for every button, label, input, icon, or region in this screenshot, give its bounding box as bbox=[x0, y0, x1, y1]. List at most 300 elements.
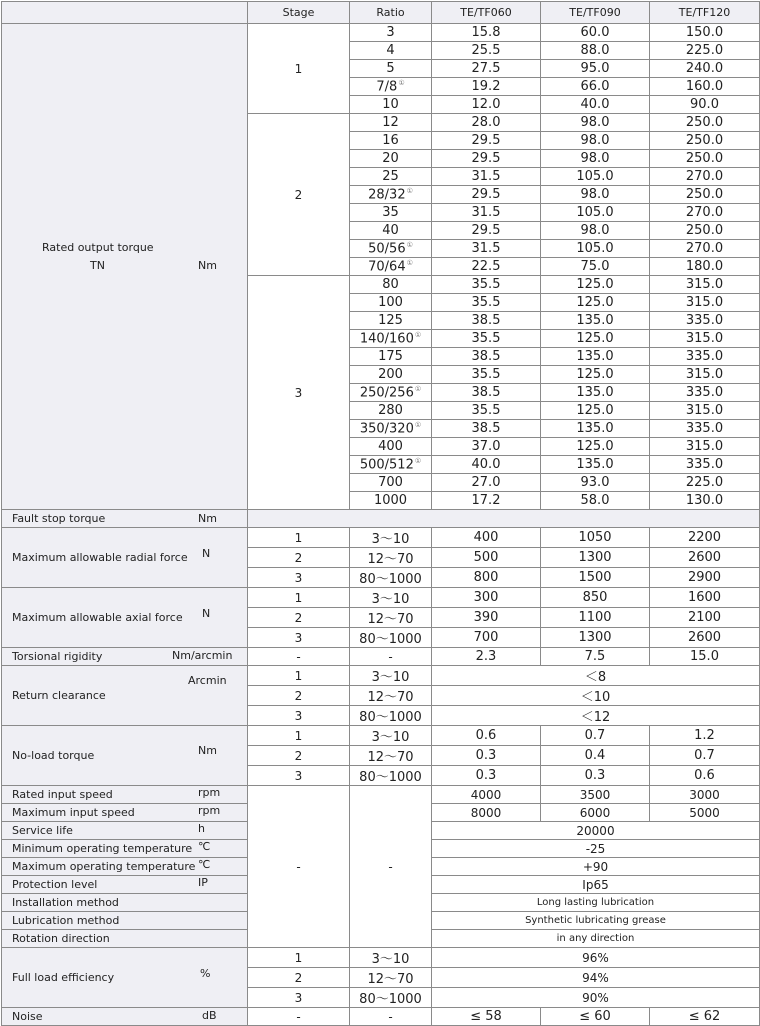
ratio-value: 200 bbox=[378, 367, 403, 382]
torque-row bbox=[2, 24, 760, 42]
torque-value: 125.0 bbox=[541, 438, 650, 456]
fault-row bbox=[2, 510, 760, 528]
fault-empty bbox=[248, 510, 760, 528]
torque-value: 315.0 bbox=[650, 276, 760, 294]
torque-value: 98.0 bbox=[541, 186, 650, 204]
torque-value: 22.5 bbox=[432, 258, 541, 276]
torque-value: 125.0 bbox=[541, 366, 650, 384]
axial-force-value: 850 bbox=[541, 588, 650, 608]
axial-force-value: 1300 bbox=[541, 628, 650, 648]
rated-speed-label-cell bbox=[2, 786, 248, 804]
efficiency-unit: % bbox=[200, 967, 211, 980]
axial-force-value: 1600 bbox=[650, 588, 760, 608]
ratio-cell: 80～1000 bbox=[350, 628, 432, 648]
ratio-cell: 12～70 bbox=[350, 968, 432, 988]
torque-value: 38.5 bbox=[432, 384, 541, 402]
torque-value: 19.2 bbox=[432, 78, 541, 96]
axial-force-value: 300 bbox=[432, 588, 541, 608]
radial-force-row bbox=[2, 528, 760, 548]
footnote-mark-icon: ① bbox=[406, 186, 413, 195]
ratio-cell bbox=[350, 186, 432, 204]
radial-force-label-cell bbox=[2, 528, 248, 588]
noload-row bbox=[2, 726, 760, 746]
axial-force-unit: N bbox=[202, 607, 211, 620]
ratio-cell bbox=[350, 60, 432, 78]
ratio-cell: 80～1000 bbox=[350, 766, 432, 786]
torsional-value: 2.3 bbox=[432, 648, 541, 666]
torque-value: 270.0 bbox=[650, 204, 760, 222]
min-temp-unit: ℃ bbox=[198, 840, 211, 853]
noload-value: 0.3 bbox=[541, 766, 650, 786]
torsional-unit: Nm/arcmin bbox=[172, 649, 233, 662]
noise-unit: dB bbox=[202, 1009, 217, 1022]
torque-value: 35.5 bbox=[432, 276, 541, 294]
stage-cell: - bbox=[248, 1008, 350, 1026]
spec-table bbox=[1, 1, 760, 1026]
torque-value: 95.0 bbox=[541, 60, 650, 78]
stage-cell: 3 bbox=[248, 568, 350, 588]
rated-speed-value: 3000 bbox=[650, 786, 760, 804]
ratio-value: 100 bbox=[378, 295, 403, 310]
clearance-value: ＜12 bbox=[432, 706, 760, 726]
min-temp-value: -25 bbox=[432, 840, 760, 858]
torque-value: 15.8 bbox=[432, 24, 541, 42]
max-temp-label-cell bbox=[2, 858, 248, 876]
header-blank bbox=[2, 2, 248, 24]
clearance-value: ＜10 bbox=[432, 686, 760, 706]
noise-value: ≤ 62 bbox=[650, 1008, 760, 1026]
torque-value: 335.0 bbox=[650, 384, 760, 402]
ratio-cell bbox=[350, 474, 432, 492]
ratio-value: 125 bbox=[378, 313, 403, 328]
life-unit: h bbox=[198, 822, 205, 835]
axial-force-value: 2100 bbox=[650, 608, 760, 628]
radial-force-value: 2900 bbox=[650, 568, 760, 588]
efficiency-row bbox=[2, 948, 760, 968]
max-speed-value: 8000 bbox=[432, 804, 541, 822]
ratio-cell bbox=[350, 24, 432, 42]
noise-row bbox=[2, 1008, 760, 1026]
torque-value: 29.5 bbox=[432, 132, 541, 150]
stage-cell: 3 bbox=[248, 988, 350, 1008]
torque-value: 315.0 bbox=[650, 402, 760, 420]
torque-value: 98.0 bbox=[541, 222, 650, 240]
torque-value: 250.0 bbox=[650, 132, 760, 150]
ratio-cell: 3～10 bbox=[350, 528, 432, 548]
footnote-mark-icon: ① bbox=[406, 240, 413, 249]
lube-value: Synthetic lubricating grease bbox=[432, 912, 760, 930]
install-value: Long lasting lubrication bbox=[432, 894, 760, 912]
max-speed-unit: rpm bbox=[198, 804, 221, 817]
ratio-value: 5 bbox=[386, 61, 395, 76]
stage-cell: 3 bbox=[248, 766, 350, 786]
efficiency-label: Full load efficiency bbox=[12, 971, 115, 984]
ratio-cell bbox=[350, 330, 432, 348]
torque-value: 27.0 bbox=[432, 474, 541, 492]
stage-cell: 3 bbox=[248, 628, 350, 648]
radial-force-unit: N bbox=[202, 547, 211, 560]
torque-value: 31.5 bbox=[432, 240, 541, 258]
torque-value: 125.0 bbox=[541, 294, 650, 312]
ratio-cell: 80～1000 bbox=[350, 988, 432, 1008]
torque-value: 315.0 bbox=[650, 438, 760, 456]
radial-force-value: 1300 bbox=[541, 548, 650, 568]
rotation-label: Rotation direction bbox=[12, 932, 110, 945]
ratio-cell bbox=[350, 258, 432, 276]
noload-label: No-load torque bbox=[12, 749, 95, 762]
rated-speed-unit: rpm bbox=[198, 786, 221, 799]
ratio-cell bbox=[350, 114, 432, 132]
torque-value: 27.5 bbox=[432, 60, 541, 78]
axial-force-value: 390 bbox=[432, 608, 541, 628]
ratio-cell bbox=[350, 240, 432, 258]
torque-value: 90.0 bbox=[650, 96, 760, 114]
stage-cell: 2 bbox=[248, 968, 350, 988]
ratio-cell bbox=[350, 456, 432, 474]
torque-value: 225.0 bbox=[650, 42, 760, 60]
torque-value: 35.5 bbox=[432, 366, 541, 384]
torque-value: 105.0 bbox=[541, 168, 650, 186]
torque-value: 135.0 bbox=[541, 420, 650, 438]
noise-value: ≤ 58 bbox=[432, 1008, 541, 1026]
torque-value: 125.0 bbox=[541, 402, 650, 420]
torque-value: 250.0 bbox=[650, 150, 760, 168]
axial-force-value: 2600 bbox=[650, 628, 760, 648]
min-temp-label: Minimum operating temperature bbox=[12, 842, 193, 855]
ratio-cell bbox=[350, 402, 432, 420]
torque-value: 40.0 bbox=[541, 96, 650, 114]
noload-value: 1.2 bbox=[650, 726, 760, 746]
ratio-value: 25 bbox=[382, 169, 399, 184]
torque-value: 60.0 bbox=[541, 24, 650, 42]
ratio-value: 500/512 bbox=[359, 457, 414, 473]
noload-value: 0.6 bbox=[432, 726, 541, 746]
torque-value: 37.0 bbox=[432, 438, 541, 456]
noise-label: Noise bbox=[12, 1010, 43, 1023]
stage-cell: 2 bbox=[248, 548, 350, 568]
ratio-cell bbox=[350, 204, 432, 222]
footnote-mark-icon: ① bbox=[414, 384, 422, 393]
ratio-value: 175 bbox=[378, 349, 403, 364]
torque-value: 38.5 bbox=[432, 348, 541, 366]
stage-cell: 2 bbox=[248, 686, 350, 706]
noload-value: 0.7 bbox=[541, 726, 650, 746]
torque-value: 315.0 bbox=[650, 294, 760, 312]
torque-value: 29.5 bbox=[432, 150, 541, 168]
ratio-cell: 12～70 bbox=[350, 548, 432, 568]
axial-force-label: Maximum allowable axial force bbox=[12, 611, 183, 624]
ratio-cell bbox=[350, 42, 432, 60]
ratio-cell bbox=[350, 150, 432, 168]
ratio-cell bbox=[350, 96, 432, 114]
max-temp-value: +90 bbox=[432, 858, 760, 876]
radial-force-value: 500 bbox=[432, 548, 541, 568]
axial-force-value: 1100 bbox=[541, 608, 650, 628]
header-model-120: TE/TF120 bbox=[650, 2, 760, 24]
torque-value: 135.0 bbox=[541, 384, 650, 402]
radial-force-value: 1500 bbox=[541, 568, 650, 588]
torque-label-cell bbox=[2, 24, 248, 510]
axial-force-value: 700 bbox=[432, 628, 541, 648]
fault-label-cell bbox=[2, 510, 248, 528]
stage-cell: 1 bbox=[248, 726, 350, 746]
ratio-value: 4 bbox=[386, 43, 395, 58]
stage-cell: - bbox=[248, 648, 350, 666]
efficiency-value: 96% bbox=[432, 948, 760, 968]
efficiency-value: 90% bbox=[432, 988, 760, 1008]
ratio-value: 40 bbox=[382, 223, 399, 238]
protection-label-cell bbox=[2, 876, 248, 894]
noload-unit: Nm bbox=[198, 744, 217, 757]
torque-value: 250.0 bbox=[650, 222, 760, 240]
ratio-cell: 80～1000 bbox=[350, 706, 432, 726]
lube-label: Lubrication method bbox=[12, 914, 120, 927]
radial-force-value: 400 bbox=[432, 528, 541, 548]
axial-force-row bbox=[2, 588, 760, 608]
rated-speed-value: 3500 bbox=[541, 786, 650, 804]
torque-value: 31.5 bbox=[432, 204, 541, 222]
ratio-value: 350/320 bbox=[359, 421, 414, 437]
torque-value: 160.0 bbox=[650, 78, 760, 96]
axial-force-label-cell bbox=[2, 588, 248, 648]
torque-value: 66.0 bbox=[541, 78, 650, 96]
clearance-row bbox=[2, 666, 760, 686]
torque-value: 335.0 bbox=[650, 312, 760, 330]
torque-value: 98.0 bbox=[541, 150, 650, 168]
life-value: 20000 bbox=[432, 822, 760, 840]
ratio-cell bbox=[350, 348, 432, 366]
footnote-mark-icon: ① bbox=[414, 330, 422, 339]
min-temp-label-cell bbox=[2, 840, 248, 858]
torque-value: 28.0 bbox=[432, 114, 541, 132]
torque-value: 35.5 bbox=[432, 294, 541, 312]
stage-cell: 1 bbox=[248, 948, 350, 968]
footnote-mark-icon: ① bbox=[414, 456, 422, 465]
header-model-060: TE/TF060 bbox=[432, 2, 541, 24]
torque-symbol: TN bbox=[90, 259, 105, 272]
torsional-value: 15.0 bbox=[650, 648, 760, 666]
torque-value: 58.0 bbox=[541, 492, 650, 510]
stage-cell: 2 bbox=[248, 608, 350, 628]
efficiency-value: 94% bbox=[432, 968, 760, 988]
footnote-mark-icon: ① bbox=[406, 258, 413, 267]
stage-cell: 2 bbox=[248, 746, 350, 766]
ratio-value: 700 bbox=[378, 475, 403, 490]
protection-value: Ip65 bbox=[432, 876, 760, 894]
ratio-cell: 12～70 bbox=[350, 746, 432, 766]
ratio-cell: 3～10 bbox=[350, 948, 432, 968]
noload-value: 0.3 bbox=[432, 766, 541, 786]
ratio-value: 16 bbox=[382, 133, 399, 148]
max-temp-label: Maximum operating temperature bbox=[12, 860, 196, 873]
torque-value: 135.0 bbox=[541, 312, 650, 330]
protection-label: Protection level bbox=[12, 878, 98, 891]
ratio-cell bbox=[350, 222, 432, 240]
stage-cell: 1 bbox=[248, 24, 350, 114]
ratio-cell: - bbox=[350, 648, 432, 666]
rotation-label-cell bbox=[2, 930, 248, 948]
torsional-label-cell bbox=[2, 648, 248, 666]
ratio-cell: 3～10 bbox=[350, 726, 432, 746]
life-label: Service life bbox=[12, 824, 73, 837]
max-speed-value: 6000 bbox=[541, 804, 650, 822]
torque-value: 29.5 bbox=[432, 186, 541, 204]
torque-value: 125.0 bbox=[541, 276, 650, 294]
ratio-cell bbox=[350, 294, 432, 312]
ratio-value: 35 bbox=[382, 205, 399, 220]
install-label: Installation method bbox=[12, 896, 119, 909]
radial-force-label: Maximum allowable radial force bbox=[12, 551, 188, 564]
ratio-cell bbox=[350, 384, 432, 402]
ratio-cell bbox=[350, 366, 432, 384]
torque-value: 250.0 bbox=[650, 114, 760, 132]
noise-value: ≤ 60 bbox=[541, 1008, 650, 1026]
torque-value: 35.5 bbox=[432, 402, 541, 420]
ratio-value: 12 bbox=[382, 115, 399, 130]
radial-force-value: 1050 bbox=[541, 528, 650, 548]
noise-label-cell bbox=[2, 1008, 248, 1026]
torque-value: 180.0 bbox=[650, 258, 760, 276]
ratio-cell bbox=[350, 168, 432, 186]
torque-value: 40.0 bbox=[432, 456, 541, 474]
ratio-cell bbox=[350, 438, 432, 456]
ratio-value: 70/64 bbox=[368, 259, 406, 275]
radial-force-value: 2200 bbox=[650, 528, 760, 548]
torque-value: 35.5 bbox=[432, 330, 541, 348]
torque-value: 125.0 bbox=[541, 330, 650, 348]
noload-value: 0.7 bbox=[650, 746, 760, 766]
torque-value: 38.5 bbox=[432, 420, 541, 438]
torque-value: 105.0 bbox=[541, 240, 650, 258]
torque-value: 270.0 bbox=[650, 240, 760, 258]
install-label-cell bbox=[2, 894, 248, 912]
torque-value: 250.0 bbox=[650, 186, 760, 204]
ratio-value: 1000 bbox=[373, 493, 408, 508]
fault-label: Fault stop torque bbox=[12, 512, 106, 525]
ratio-cell bbox=[350, 276, 432, 294]
torque-value: 38.5 bbox=[432, 312, 541, 330]
ratio-cell: 80～1000 bbox=[350, 568, 432, 588]
radial-force-value: 2600 bbox=[650, 548, 760, 568]
ratio-value: 7/8 bbox=[376, 79, 398, 95]
ratio-value: 400 bbox=[378, 439, 403, 454]
header-stage: Stage bbox=[248, 2, 350, 24]
torque-value: 315.0 bbox=[650, 366, 760, 384]
stage-cell: 1 bbox=[248, 666, 350, 686]
torque-value: 29.5 bbox=[432, 222, 541, 240]
ratio-cell bbox=[350, 492, 432, 510]
max-temp-unit: ℃ bbox=[198, 858, 211, 871]
torque-value: 12.0 bbox=[432, 96, 541, 114]
fault-unit: Nm bbox=[198, 512, 217, 525]
max-speed-label-cell bbox=[2, 804, 248, 822]
ratio-value: 250/256 bbox=[359, 385, 414, 401]
torque-value: 315.0 bbox=[650, 330, 760, 348]
torque-value: 270.0 bbox=[650, 168, 760, 186]
ratio-cell bbox=[350, 420, 432, 438]
torque-unit: Nm bbox=[198, 259, 217, 272]
torque-label: Rated output torque bbox=[42, 241, 154, 254]
ratio-cell: - bbox=[350, 786, 432, 948]
header-ratio: Ratio bbox=[350, 2, 432, 24]
torque-value: 150.0 bbox=[650, 24, 760, 42]
header-row bbox=[2, 2, 760, 24]
ratio-value: 10 bbox=[382, 97, 399, 112]
footnote-mark-icon: ① bbox=[414, 420, 422, 429]
stage-cell: 1 bbox=[248, 528, 350, 548]
clearance-value: ＜8 bbox=[432, 666, 760, 686]
stage-cell: - bbox=[248, 786, 350, 948]
rated-speed-label: Rated input speed bbox=[12, 788, 113, 801]
ratio-cell bbox=[350, 312, 432, 330]
footnote-mark-icon: ① bbox=[398, 78, 405, 87]
noload-value: 0.4 bbox=[541, 746, 650, 766]
ratio-value: 28/32 bbox=[368, 187, 406, 203]
torsional-label: Torsional rigidity bbox=[12, 650, 103, 663]
ratio-cell: 3～10 bbox=[350, 588, 432, 608]
ratio-cell: 12～70 bbox=[350, 608, 432, 628]
torque-value: 135.0 bbox=[541, 456, 650, 474]
noload-label-cell bbox=[2, 726, 248, 786]
torque-value: 240.0 bbox=[650, 60, 760, 78]
noload-value: 0.3 bbox=[432, 746, 541, 766]
torsional-value: 7.5 bbox=[541, 648, 650, 666]
ratio-cell bbox=[350, 78, 432, 96]
stage-cell: 2 bbox=[248, 114, 350, 276]
torque-value: 335.0 bbox=[650, 348, 760, 366]
torsional-row bbox=[2, 648, 760, 666]
torque-value: 88.0 bbox=[541, 42, 650, 60]
torque-value: 335.0 bbox=[650, 420, 760, 438]
torque-value: 105.0 bbox=[541, 204, 650, 222]
life-label-cell bbox=[2, 822, 248, 840]
torque-value: 98.0 bbox=[541, 114, 650, 132]
protection-unit: IP bbox=[198, 876, 208, 889]
torque-value: 225.0 bbox=[650, 474, 760, 492]
torque-value: 75.0 bbox=[541, 258, 650, 276]
max-speed-value: 5000 bbox=[650, 804, 760, 822]
header-model-090: TE/TF090 bbox=[541, 2, 650, 24]
torque-value: 130.0 bbox=[650, 492, 760, 510]
torque-value: 31.5 bbox=[432, 168, 541, 186]
torque-value: 93.0 bbox=[541, 474, 650, 492]
ratio-cell: 12～70 bbox=[350, 686, 432, 706]
stage-cell: 3 bbox=[248, 706, 350, 726]
efficiency-label-cell bbox=[2, 948, 248, 1008]
clearance-unit: Arcmin bbox=[188, 674, 227, 687]
ratio-cell: - bbox=[350, 1008, 432, 1026]
ratio-value: 3 bbox=[386, 25, 395, 40]
ratio-value: 20 bbox=[382, 151, 399, 166]
clearance-label: Return clearance bbox=[12, 689, 106, 702]
stage-cell: 3 bbox=[248, 276, 350, 510]
torque-value: 335.0 bbox=[650, 456, 760, 474]
rated-speed-value: 4000 bbox=[432, 786, 541, 804]
ratio-cell: 3～10 bbox=[350, 666, 432, 686]
clearance-label-cell bbox=[2, 666, 248, 726]
torque-value: 98.0 bbox=[541, 132, 650, 150]
torque-value: 25.5 bbox=[432, 42, 541, 60]
rotation-value: in any direction bbox=[432, 930, 760, 948]
ratio-cell bbox=[350, 132, 432, 150]
max-speed-label: Maximum input speed bbox=[12, 806, 135, 819]
lube-label-cell bbox=[2, 912, 248, 930]
radial-force-value: 800 bbox=[432, 568, 541, 588]
spec-row-rated-speed bbox=[2, 786, 760, 804]
ratio-value: 50/56 bbox=[368, 241, 406, 257]
ratio-value: 280 bbox=[378, 403, 403, 418]
noload-value: 0.6 bbox=[650, 766, 760, 786]
